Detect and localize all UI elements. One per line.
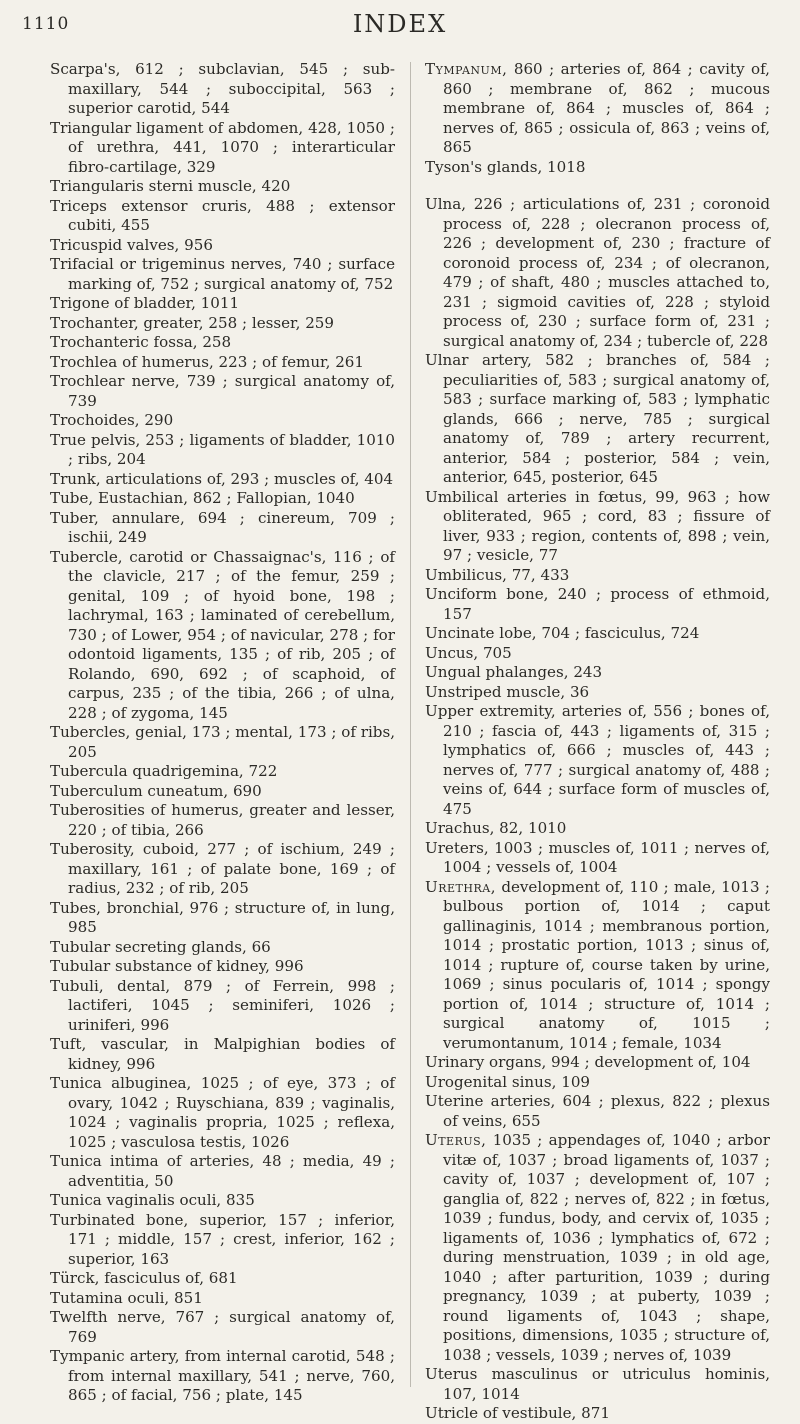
index-entry [425, 566, 770, 586]
index-entry: Tympanic artery, from internal carotid, 548 ; from internal maxillary, 541 ; nerve, 760, 865 ; of facial, 756 ; plate, 145 [50, 1347, 395, 1404]
index-entry: Tunica albuginea, 1025 ; of eye, 373 ; of ovary, 1042 ; Ruyschiana, 839 ; vaginalis, 1024 ; vaginalis propria, 1025 ; reflexa, 1025 ; vasculosa testis, 1026 [50, 1074, 395, 1151]
index-entry: Tube, Eustachian, 862 ; Fallopian, 1040 [50, 489, 355, 507]
entry-text: development of, 110 ; male, 1013 ; bulbous portion of, 1014 ; caput gallinaginis, 1014 ; membranous portion, 1014 ; prostatic portion, 1013 ; sinus of, 1014 ; rupture of, course taken by urine, 1069 ; sinus pocularis of, 1014 ; spongy portion of, 1014 ; structure of, 1014 ; surgical anatomy of, 1015 ; verumontanum, 1014 ; female, 1034 [443, 877, 770, 1052]
index-entry: True pelvis, 253 ; ligaments of bladder, 1010 ; ribs, 204 [50, 430, 395, 468]
index-entry [425, 839, 770, 878]
index-entry [425, 663, 770, 683]
entry-text: Tyson's glands, 1018 [425, 157, 586, 176]
section-gap [425, 177, 770, 195]
index-entry: Twelfth nerve, 767 ; surgical anatomy of, 769 [50, 1308, 395, 1346]
entry-text: Umbilical arteries in fœtus, 99, 963 ; how obliterated, 965 ; cord, 83 ; fissure of liver, 933 ; region, contents of, 898 ; vein, 97 ; vesicle, 77 [425, 487, 770, 564]
index-entry: Tunica intima of arteries, 48 ; media, 49 ; adventitia, 50 [50, 1152, 395, 1190]
index-entry [425, 1073, 770, 1093]
index-entry: Trochanter, greater, 258 ; lesser, 259 [50, 313, 335, 332]
index-entry: Triangular ligament of abdomen, 428, 1050 ; of urethra, 441, 1070 ; interarticular fibro-cartilage, 329 [50, 118, 395, 176]
index-entry: Tuberosities of humerus, greater and lesser, 220 ; of tibia, 266 [50, 801, 395, 839]
index-entry: Trochanteric fossa, 258 [50, 333, 232, 351]
entry-text: Uterus masculinus or utriculus hominis, 107, 1014 [425, 1365, 770, 1403]
index-entry: Tutamina oculi, 851 [50, 1288, 203, 1307]
entry-heading: Uterus, [425, 1131, 487, 1149]
index-entry: Tubular secreting glands, 66 [50, 937, 271, 956]
index-entry: Trunk, articulations of, 293 ; muscles of, 404 [50, 469, 394, 488]
index-entry [425, 644, 770, 664]
page-title: INDEX [352, 10, 448, 38]
entry-text: Ungual phalanges, 243 [425, 663, 603, 681]
index-entry [425, 624, 770, 644]
index-entry: Trochlear nerve, 739 ; surgical anatomy of, 739 [50, 372, 395, 410]
index-entry [425, 585, 770, 624]
index-entry: Tubuli, dental, 879 ; of Ferrein, 998 ; lactiferi, 1045 ; seminiferi, 1026 ; uriniferi, 996 [50, 976, 395, 1034]
index-entry: Trochlea of humerus, 223 ; of femur, 261 [50, 352, 365, 371]
entry-text: 1035 ; appendages of, 1040 ; arbor vitæ of, 1037 ; broad ligaments of, 1037 ; cavity of, 1037 ; development of, 107 ; ganglia of, 822 ; nerves of, 822 ; in fœtus, 1039 ; fundus, body, and cervix of, 1035 ; ligaments of, 1036 ; lymphatics of, 672 ; during menstruation, 1039 ; in old age, 1040 ; after parturition, 1039 ; during pregnancy, 1039 ; at puberty, 1039 ; round ligaments of, 1043 ; shape, positions, dimensions, 1035 ; structure of, 1038 ; vessels, 1039 ; nerves of, 1039 [443, 1131, 770, 1364]
entry-text: Upper extremity, arteries of, 556 ; bones of, 210 ; fascia of, 443 ; ligaments of, 315 ; lymphatics of, 666 ; muscles of, 443 ; nerves of, 777 ; surgical anatomy of, 488 ; veins of, 644 ; surface form of muscles of, 475 [425, 702, 770, 818]
entry-text: Uterine arteries, 604 ; plexus, 822 ; plexus of veins, 655 [425, 1092, 770, 1130]
index-entry [425, 351, 770, 488]
entry-heading: Tympanum, [425, 60, 508, 78]
index-entry: Tunica vaginalis oculi, 835 [50, 1191, 255, 1209]
index-entry [425, 195, 770, 351]
index-entry: Tubercula quadrigemina, 722 [50, 762, 278, 780]
index-entry: Tubular substance of kidney, 996 [50, 957, 304, 975]
index-entry: Turbinated bone, superior, 157 ; inferior, 171 ; middle, 157 ; crest, inferior, 162 ; superior, 163 [50, 1210, 395, 1268]
right-column [425, 60, 770, 1424]
index-entry [425, 1131, 770, 1365]
index-entry [425, 1404, 770, 1424]
index-entry: Triceps extensor cruris, 488 ; extensor cubiti, 455 [50, 196, 395, 234]
index-entry [425, 702, 770, 819]
index-entry: Türck, fasciculus of, 681 [50, 1269, 238, 1287]
entry-text: Ulnar artery, 582 ; branches of, 584 ; peculiarities of, 583 ; surgical anatomy of, 583 ; surface marking of, 583 ; lymphatic glands, 666 ; nerve, 785 ; surgical anatomy of, 789 ; artery recurrent, anterior, 584 ; posterior, 584 ; vein, anterior, 645, posterior, 645 [425, 351, 770, 486]
index-entry: Tuberosity, cuboid, 277 ; of ischium, 249 ; maxillary, 161 ; of palate bone, 169 ; of radius, 232 ; of rib, 205 [50, 840, 395, 897]
entry-heading: Urethra, [425, 877, 496, 896]
index-entry: Tricuspid valves, 956 [50, 235, 213, 254]
index-entry: Trifacial or trigeminus nerves, 740 ; surface marking of, 752 ; surgical anatomy of, 752 [50, 255, 395, 293]
index-entry [425, 1365, 770, 1404]
page-number: 1110 [22, 14, 70, 34]
index-entry [425, 60, 770, 158]
entry-text: Urachus, 82, 1010 [425, 819, 567, 837]
index-entry [425, 158, 770, 178]
index-entry [425, 683, 770, 703]
index-entry: Tuft, vascular, in Malpighian bodies of kidney, 996 [50, 1035, 395, 1073]
index-entry [425, 878, 770, 1054]
entry-text: Utricle of vestibule, 871 [425, 1404, 610, 1422]
entry-text: Ureters, 1003 ; muscles of, 1011 ; nerves of, 1004 ; vessels of, 1004 [425, 838, 770, 876]
entry-text: Urogenital sinus, 109 [425, 1072, 591, 1091]
left-column [50, 60, 395, 1406]
entry-text: Unciform bone, 240 ; process of ethmoid, 157 [425, 585, 770, 623]
entry-text: Umbilicus, 77, 433 [425, 565, 570, 584]
index-entry [425, 1053, 770, 1073]
index-entry: Tubercles, genial, 173 ; mental, 173 ; of ribs, 205 [50, 723, 395, 761]
index-entry [425, 1092, 770, 1131]
index-entry: Tubes, bronchial, 976 ; structure of, in lung, 985 [50, 898, 395, 936]
index-entry: Scarpa's, 612 ; subclavian, 545 ; sub-maxillary, 544 ; suboccipital, 563 ; superior carotid, 544 [50, 60, 395, 117]
index-entry: Triangularis sterni muscle, 420 [50, 177, 291, 195]
entry-text: Uncus, 705 [425, 643, 512, 662]
index-entry [425, 488, 770, 566]
entry-text: Ulna, 226 ; articulations of, 231 ; coronoid process of, 228 ; olecranon process of, 226 ; development of, 230 ; fracture of coronoid process of, 234 ; of olecranon, 479 ; of shaft, 480 ; muscles attached to, 231 ; sigmoid cavities of, 228 ; styloid process of, 230 ; surface form of, 231 ; surgical anatomy of, 234 ; tubercle of, 228 [425, 195, 770, 350]
index-entry: Trigone of bladder, 1011 [50, 294, 240, 312]
index-entry: Tuberculum cuneatum, 690 [50, 781, 262, 800]
entry-text: Urinary organs, 994 ; development of, 104 [425, 1053, 751, 1071]
entry-text: Unstriped muscle, 36 [425, 682, 590, 701]
index-entry [425, 819, 770, 839]
column-divider [410, 62, 411, 1387]
index-entry: Tuber, annulare, 694 ; cinereum, 709 ; ischii, 249 [50, 508, 395, 546]
entry-text: 860 ; arteries of, 864 ; cavity of, 860 ; membrane of, 862 ; mucous membrane of, 864 ; muscles of, 864 ; nerves of, 865 ; ossicula of, 863 ; veins of, 865 [443, 60, 770, 156]
entry-text: Uncinate lobe, 704 ; fasciculus, 724 [425, 624, 700, 642]
index-entry: Trochoides, 290 [50, 411, 174, 429]
index-entry: Tubercle, carotid or Chassaignac's, 116 ; of the clavicle, 217 ; of the femur, 259 ; genital, 109 ; of hyoid bone, 198 ; lachrymal, 163 ; laminated of cerebellum, 730 ; of Lower, 954 ; of navicular, 278 ; for odontoid ligaments, 135 ; of rib, 205 ; of Rolando, 690, 692 ; of scaphoid, of carpus, 235 ; of the tibia, 266 ; of ulna, 228 ; of zygoma, 145 [50, 547, 395, 722]
